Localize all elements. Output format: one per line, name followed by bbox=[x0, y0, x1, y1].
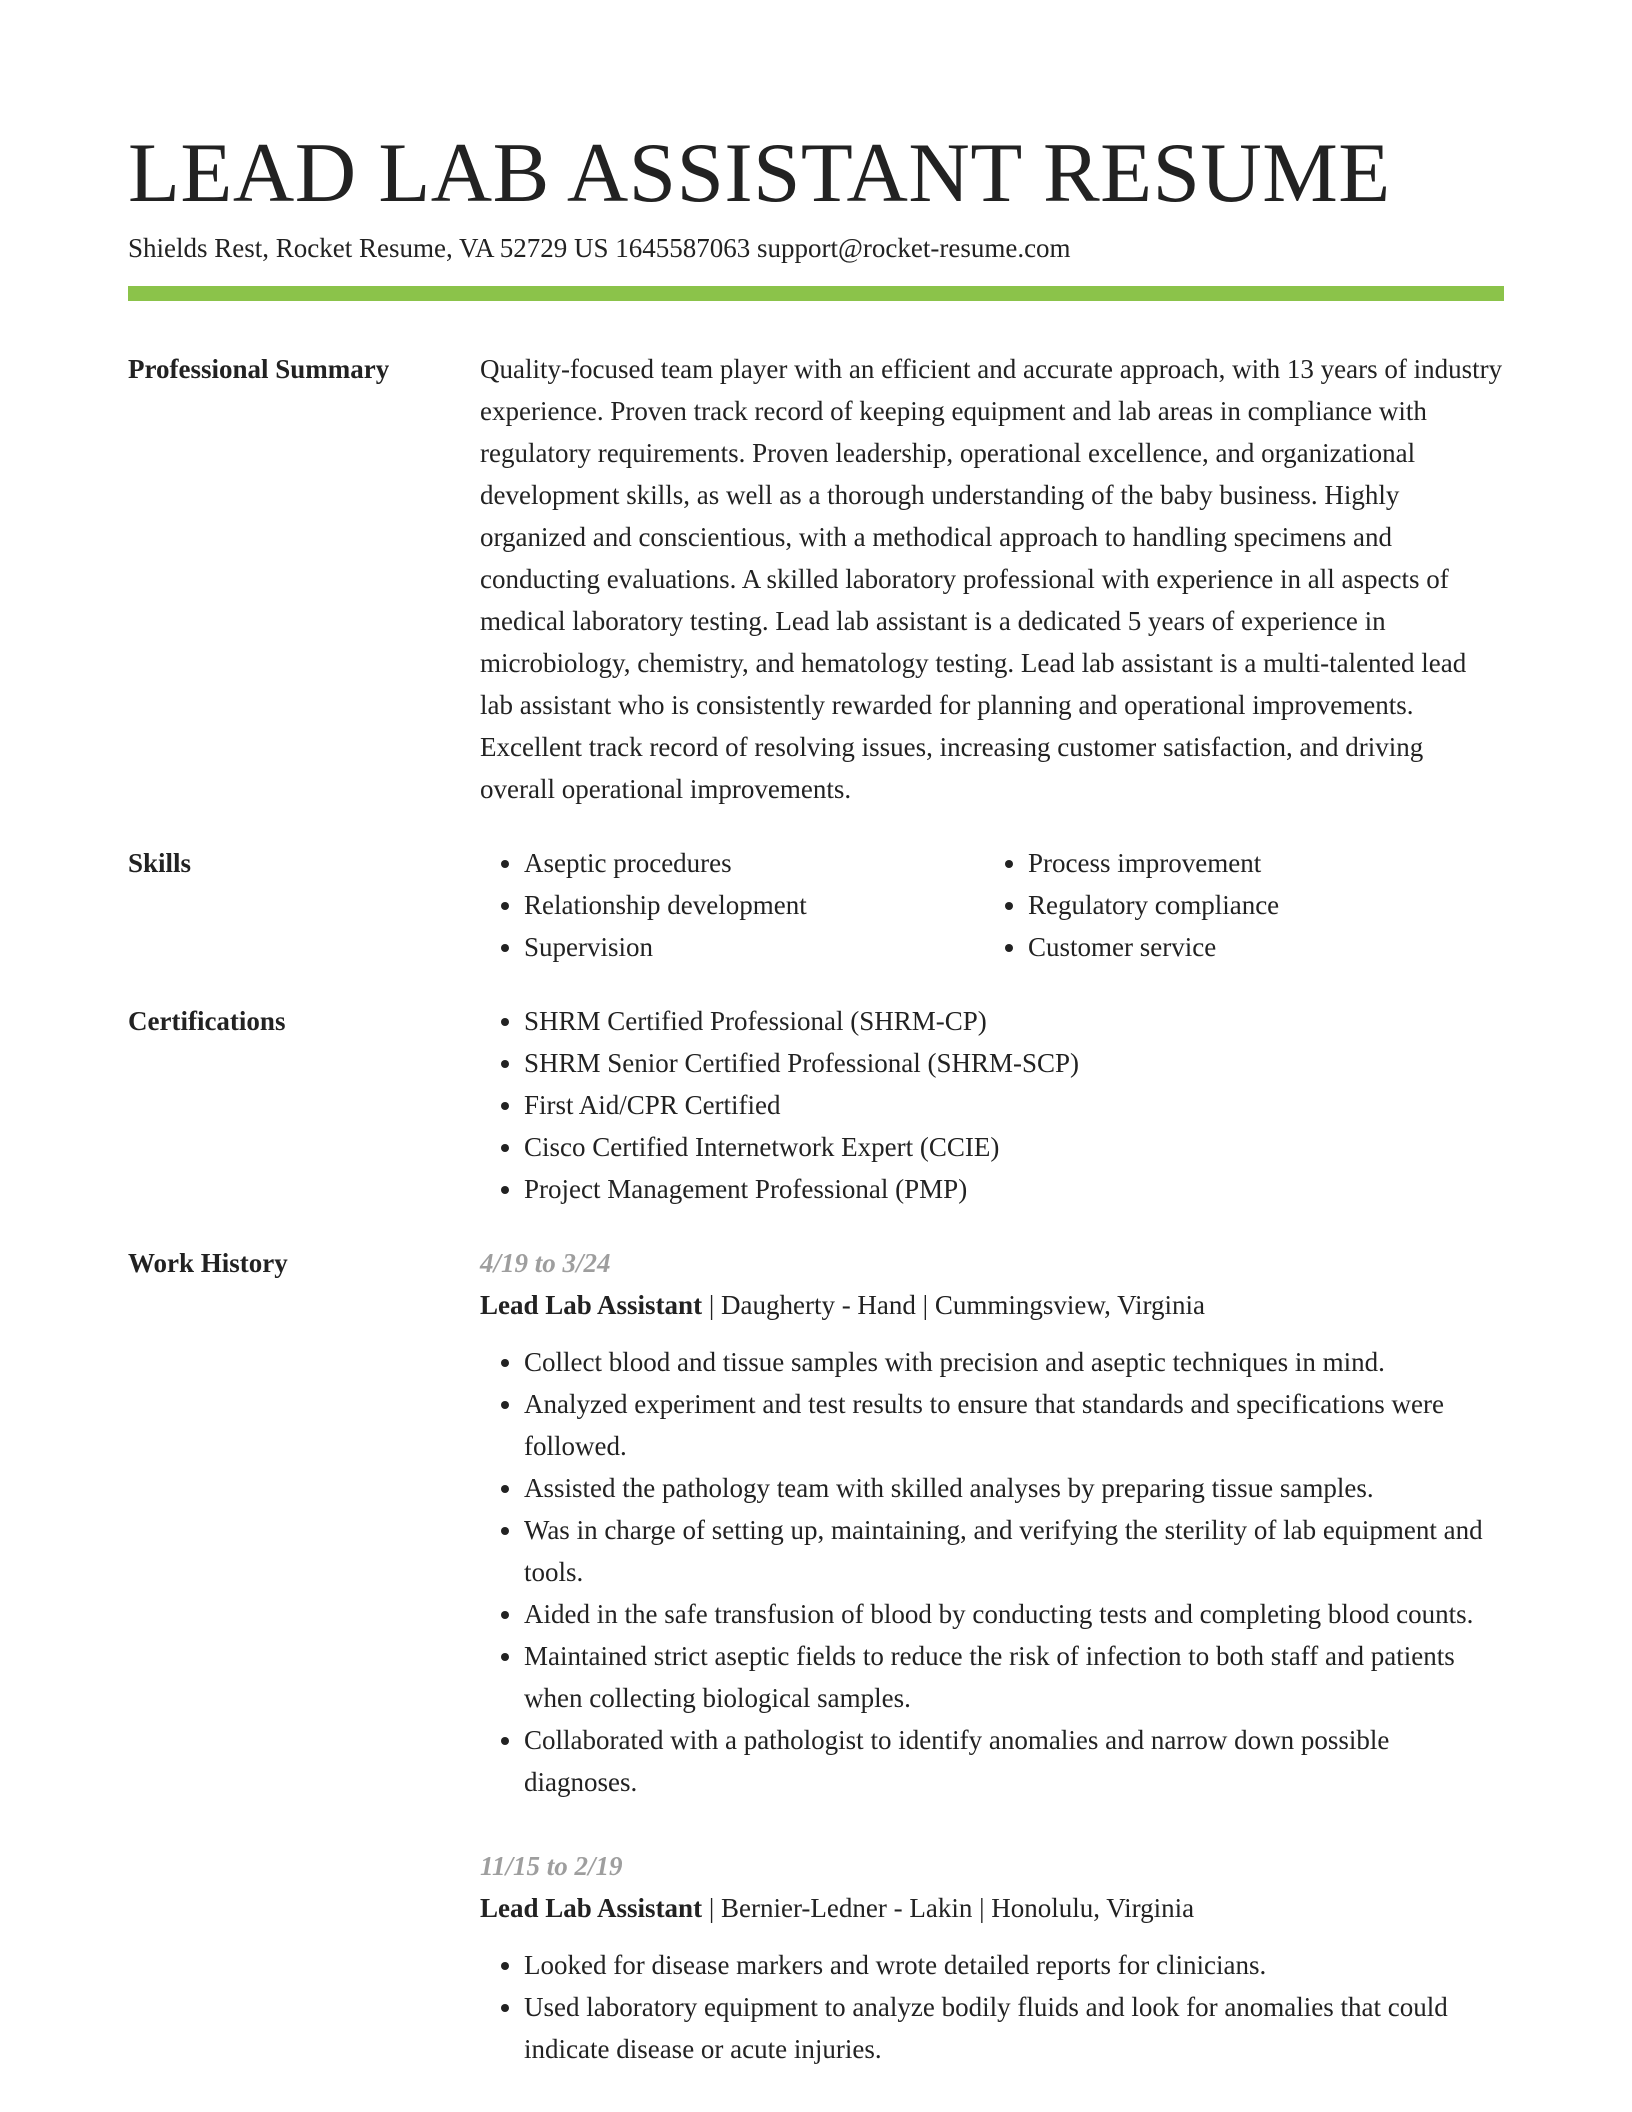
certifications-label: Certifications bbox=[128, 1006, 286, 1036]
job-entry bbox=[480, 1242, 1504, 1803]
certifications-list bbox=[480, 1000, 1504, 1210]
skill-item: • Customer service bbox=[1028, 926, 1488, 968]
work-history-label: Work History bbox=[128, 1248, 288, 1278]
skills-grid bbox=[480, 842, 1504, 968]
certification-item: • Cisco Certified Internetwork Expert (CCIE) bbox=[524, 1126, 1504, 1168]
work-history-body bbox=[480, 1242, 1504, 2070]
job-bullets bbox=[480, 1944, 1504, 2070]
skill-item: • Supervision bbox=[524, 926, 984, 968]
skills-label: Skills bbox=[128, 848, 192, 878]
skill-item: • Regulatory compliance bbox=[1028, 884, 1488, 926]
job-bullet: • Analyzed experiment and test results to ensure that standards and specifications were followed. bbox=[524, 1383, 1504, 1467]
job-details: | Bernier-Ledner - Lakin | Honolulu, Virginia bbox=[702, 1893, 1195, 1923]
certification-item: • SHRM Senior Certified Professional (SHRM-SCP) bbox=[524, 1042, 1504, 1084]
summary-label: Professional Summary bbox=[128, 354, 390, 384]
job-title: Lead Lab Assistant bbox=[480, 1893, 703, 1923]
certification-item: • Project Management Professional (PMP) bbox=[524, 1168, 1504, 1210]
contact-line: Shields Rest, Rocket Resume, VA 52729 US 1645587063 support@rocket-resume.com bbox=[128, 233, 1071, 263]
job-dates: 4/19 to 3/24 bbox=[480, 1248, 611, 1278]
job-heading bbox=[480, 1284, 1504, 1326]
job-bullet: • Looked for disease markers and wrote detailed reports for clinicians. bbox=[524, 1944, 1504, 1986]
job-bullet: • Collect blood and tissue samples with precision and aseptic techniques in mind. bbox=[524, 1341, 1504, 1383]
job-bullet: • Aided in the safe transfusion of blood by conducting tests and completing blood counts. bbox=[524, 1593, 1504, 1635]
skills-column-2 bbox=[984, 842, 1488, 968]
skill-item: • Aseptic procedures bbox=[524, 842, 984, 884]
certification-item: • SHRM Certified Professional (SHRM-CP) bbox=[524, 1000, 1504, 1042]
job-details: | Daugherty - Hand | Cummingsview, Virginia bbox=[702, 1290, 1205, 1320]
skill-item: • Process improvement bbox=[1028, 842, 1488, 884]
accent-divider bbox=[128, 286, 1504, 301]
summary-text: Quality-focused team player with an efficient and accurate approach, with 13 years of industry experience. Proven track record of keeping equipment and lab areas in compliance with regulatory requirements. Proven leadership, operational excellence, and organizational development skills, as well as a thorough understanding of the baby business. Highly organized and conscientious, with a methodical approach to handling specimens and conducting evaluations. A skilled laboratory professional with experience in all aspects of medical laboratory testing. Lead lab assistant is a dedicated 5 years of experience in microbiology, chemistry, and hematology testing. Lead lab assistant is a multi-talented lead lab assistant who is consistently rewarded for planning and operational improvements. Excellent track record of resolving issues, increasing customer satisfaction, and driving overall operational improvements. bbox=[480, 354, 1503, 804]
certifications-body bbox=[480, 1000, 1504, 1210]
job-bullet: • Collaborated with a pathologist to identify anomalies and narrow down possible diagnoses. bbox=[524, 1719, 1504, 1803]
job-heading bbox=[480, 1887, 1504, 1929]
job-bullet: • Used laboratory equipment to analyze bodily fluids and look for anomalies that could indicate disease or acute injuries. bbox=[524, 1986, 1504, 2070]
job-bullet: • Was in charge of setting up, maintaining, and verifying the sterility of lab equipment and tools. bbox=[524, 1509, 1504, 1593]
job-title: Lead Lab Assistant bbox=[480, 1290, 703, 1320]
resume-title: LEAD LAB ASSISTANT RESUME bbox=[128, 126, 1391, 220]
job-bullet: • Maintained strict aseptic fields to reduce the risk of infection to both staff and patients when collecting biological samples. bbox=[524, 1635, 1504, 1719]
skills-column-1 bbox=[480, 842, 984, 968]
skill-item: • Relationship development bbox=[524, 884, 984, 926]
certification-item: • First Aid/CPR Certified bbox=[524, 1084, 1504, 1126]
job-bullet: • Assisted the pathology team with skilled analyses by preparing tissue samples. bbox=[524, 1467, 1504, 1509]
summary-body bbox=[480, 348, 1504, 810]
job-bullets bbox=[480, 1341, 1504, 1803]
job-dates: 11/15 to 2/19 bbox=[480, 1851, 623, 1881]
job-entry bbox=[480, 1845, 1504, 2070]
